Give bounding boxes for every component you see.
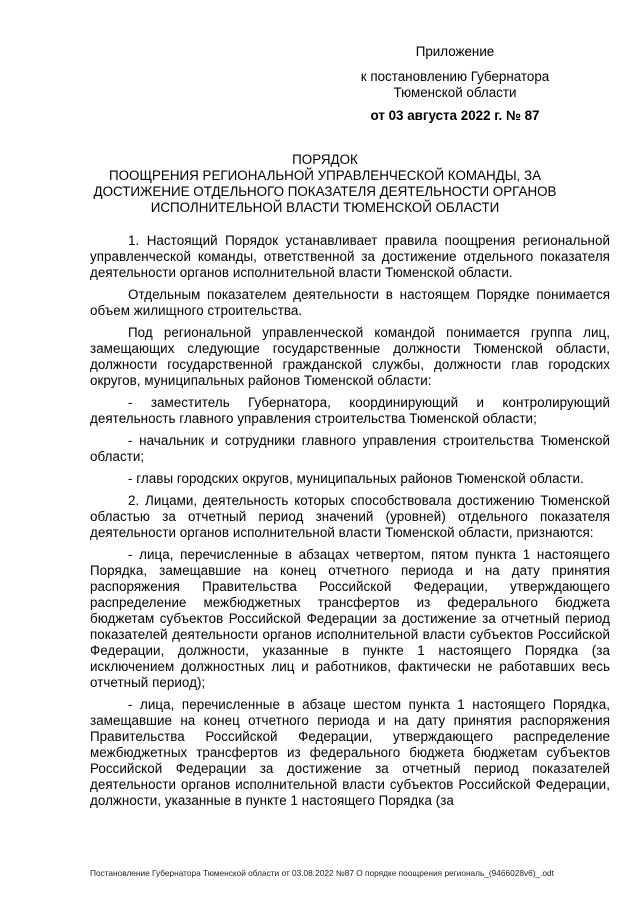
document-title: ПОРЯДОК	[292, 152, 358, 167]
resolution-reference: к постановлению Губернатора	[360, 69, 550, 84]
list-item-persons-paragraph-6: - лица, перечисленные в абзаце шестом пункта 1 настоящего Порядка, замещавшие на конец отчетного периода и на дату принятия распоряжения Правительства Российской Федерации, утверждающего распределение межбюджетных трансфертов из федерального бюджета бюджетам субъектов Российской Федерации за достижение за отчетный период показателей деятельности органов исполнительной власти субъектов Российской Федерации, должности, указанные в пункте 1 настоящего Порядка (за	[90, 697, 610, 808]
list-item-municipal-heads: - главы городских округов, муниципальных районов Тюменской области.	[128, 471, 584, 486]
page-footer: Постановление Губернатора Тюменской области от 03.08.2022 №87 О порядке поощрения региональ_(9466028v6)_.odt	[90, 868, 554, 878]
region-name: Тюменской области	[393, 85, 517, 100]
document-subtitle-line-2: ДОСТИЖЕНИЕ ОТДЕЛЬНОГО ПОКАЗАТЕЛЯ ДЕЯТЕЛЬНОСТИ ОРГАНОВ	[93, 184, 557, 199]
document-subtitle-line-1: ПООЩРЕНИЯ РЕГИОНАЛЬНОЙ УПРАВЛЕНЧЕСКОЙ КОМАНДЫ, ЗА	[108, 168, 542, 183]
document-date-number: от 03 августа 2022 г. № 87	[370, 108, 540, 123]
list-item-deputy-governor: - заместитель Губернатора, координирующий и контролирующий деятельность главного управления строительства Тюменской области;	[90, 395, 610, 426]
document-subtitle-line-3: ИСПОЛНИТЕЛЬНОЙ ВЛАСТИ ТЮМЕНСКОЙ ОБЛАСТИ	[150, 200, 500, 215]
list-item-persons-paragraphs-4-5: - лица, перечисленные в абзацах четвертом, пятом пункта 1 настоящего Порядка, замещавшие на конец отчетного периода и на дату принятия распоряжения Правительства Российской Федерации, утверждающего распределение межбюджетных трансфертов из федерального бюджета бюджетам субъектов Российской Федерации за достижение за отчетный период показателей деятельности органов исполнительной власти субъектов Российской Федерации, должности, указанные в пункте 1 настоящего Порядка (за исключением должностных лиц и работников, фактически не работавших весь отчетный период);	[90, 547, 610, 690]
paragraph-section-2: 2. Лицами, деятельность которых способствовала достижению Тюменской областью за отчетный период значений (уровней) отдельного показателя деятельности органов исполнительной власти Тюменской области, признаются:	[90, 493, 610, 540]
paragraph-1: 1. Настоящий Порядок устанавливает правила поощрения региональной управленческой команды, ответственной за достижение отдельного показателя деятельности органов исполнительной власти Тюменской области.	[90, 233, 610, 280]
list-item-construction-department: - начальник и сотрудники главного управления строительства Тюменской области;	[90, 433, 610, 464]
appendix-label: Приложение	[415, 44, 495, 59]
paragraph-3: Под региональной управленческой командой понимается группа лиц, замещающих следующие государственные должности Тюменской области, должности государственной гражданской службы, должности глав городских округов, муниципальных районов Тюменской области:	[90, 325, 610, 388]
paragraph-2: Отдельным показателем деятельности в настоящем Порядке понимается объем жилищного строительства.	[90, 287, 610, 318]
document-body	[90, 233, 610, 815]
